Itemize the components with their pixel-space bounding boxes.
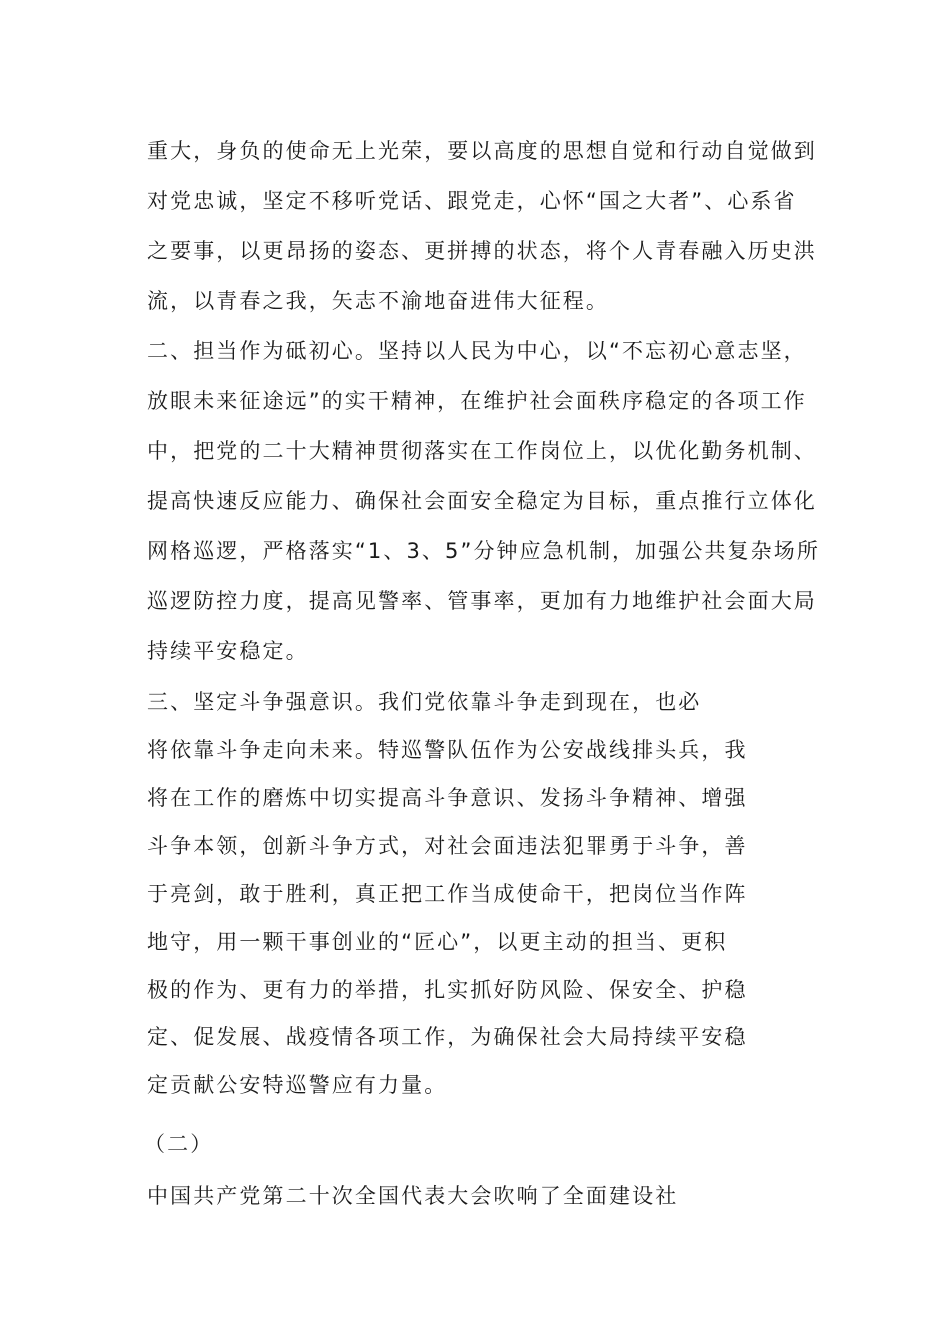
text-line: 重大，身负的使命无上光荣，要以高度的思想自觉和行动自觉做到 xyxy=(147,139,817,163)
text-line: 极的作为、更有力的举措，扎实抓好防风险、保安全、护稳 xyxy=(147,978,748,1002)
text-line: 流，以青春之我，矢志不渝地奋进伟大征程。 xyxy=(147,289,609,313)
text-line: 三、坚定斗争强意识。我们党依靠斗争走到现在，也必 xyxy=(147,690,702,714)
text-line: 放眼未来征途远”的实干精神，在维护社会面秩序稳定的各项工作 xyxy=(147,389,807,413)
text-line: 网格巡逻，严格落实“1、3、5”分钟应急机制，加强公共复杂场所 xyxy=(147,539,820,563)
text-line: 斗争本领，创新斗争方式，对社会面违法犯罪勇于斗争，善 xyxy=(147,834,748,858)
text-line: 持续平安稳定。 xyxy=(147,639,309,663)
text-line: 定贡献公安特巡警应有力量。 xyxy=(147,1073,448,1097)
text-line: 将依靠斗争走向未来。特巡警队伍作为公安战线排头兵，我 xyxy=(147,738,748,762)
text-line: 二、担当作为砥初心。坚持以人民为中心，以“不忘初心意志坚， xyxy=(147,339,807,363)
text-line: 提高快速反应能力、确保社会面安全稳定为目标，重点推行立体化 xyxy=(147,489,817,513)
text-line: 于亮剑，敢于胜利，真正把工作当成使命干，把岗位当作阵 xyxy=(147,882,748,906)
text-line: 定、促发展、战疫情各项工作，为确保社会大局持续平安稳 xyxy=(147,1025,748,1049)
text-line: 中，把党的二十大精神贯彻落实在工作岗位上，以优化勤务机制、 xyxy=(147,439,817,463)
text-line: 对党忠诚，坚定不移听党话、跟党走，心怀“国之大者”、心系省 xyxy=(147,189,797,213)
section-heading: （二） xyxy=(144,1132,214,1156)
text-line: 中国共产党第二十次全国代表大会吹响了全面建设社 xyxy=(147,1184,679,1208)
text-line: 之要事，以更昂扬的姿态、更拼搏的状态，将个人青春融入历史洪 xyxy=(147,239,817,263)
text-line: 地守，用一颗干事创业的“匠心”，以更主动的担当、更积 xyxy=(147,930,728,954)
text-line: 将在工作的磨炼中切实提高斗争意识、发扬斗争精神、增强 xyxy=(147,786,748,810)
text-line: 巡逻防控力度，提高见警率、管事率，更加有力地维护社会面大局 xyxy=(147,589,817,613)
